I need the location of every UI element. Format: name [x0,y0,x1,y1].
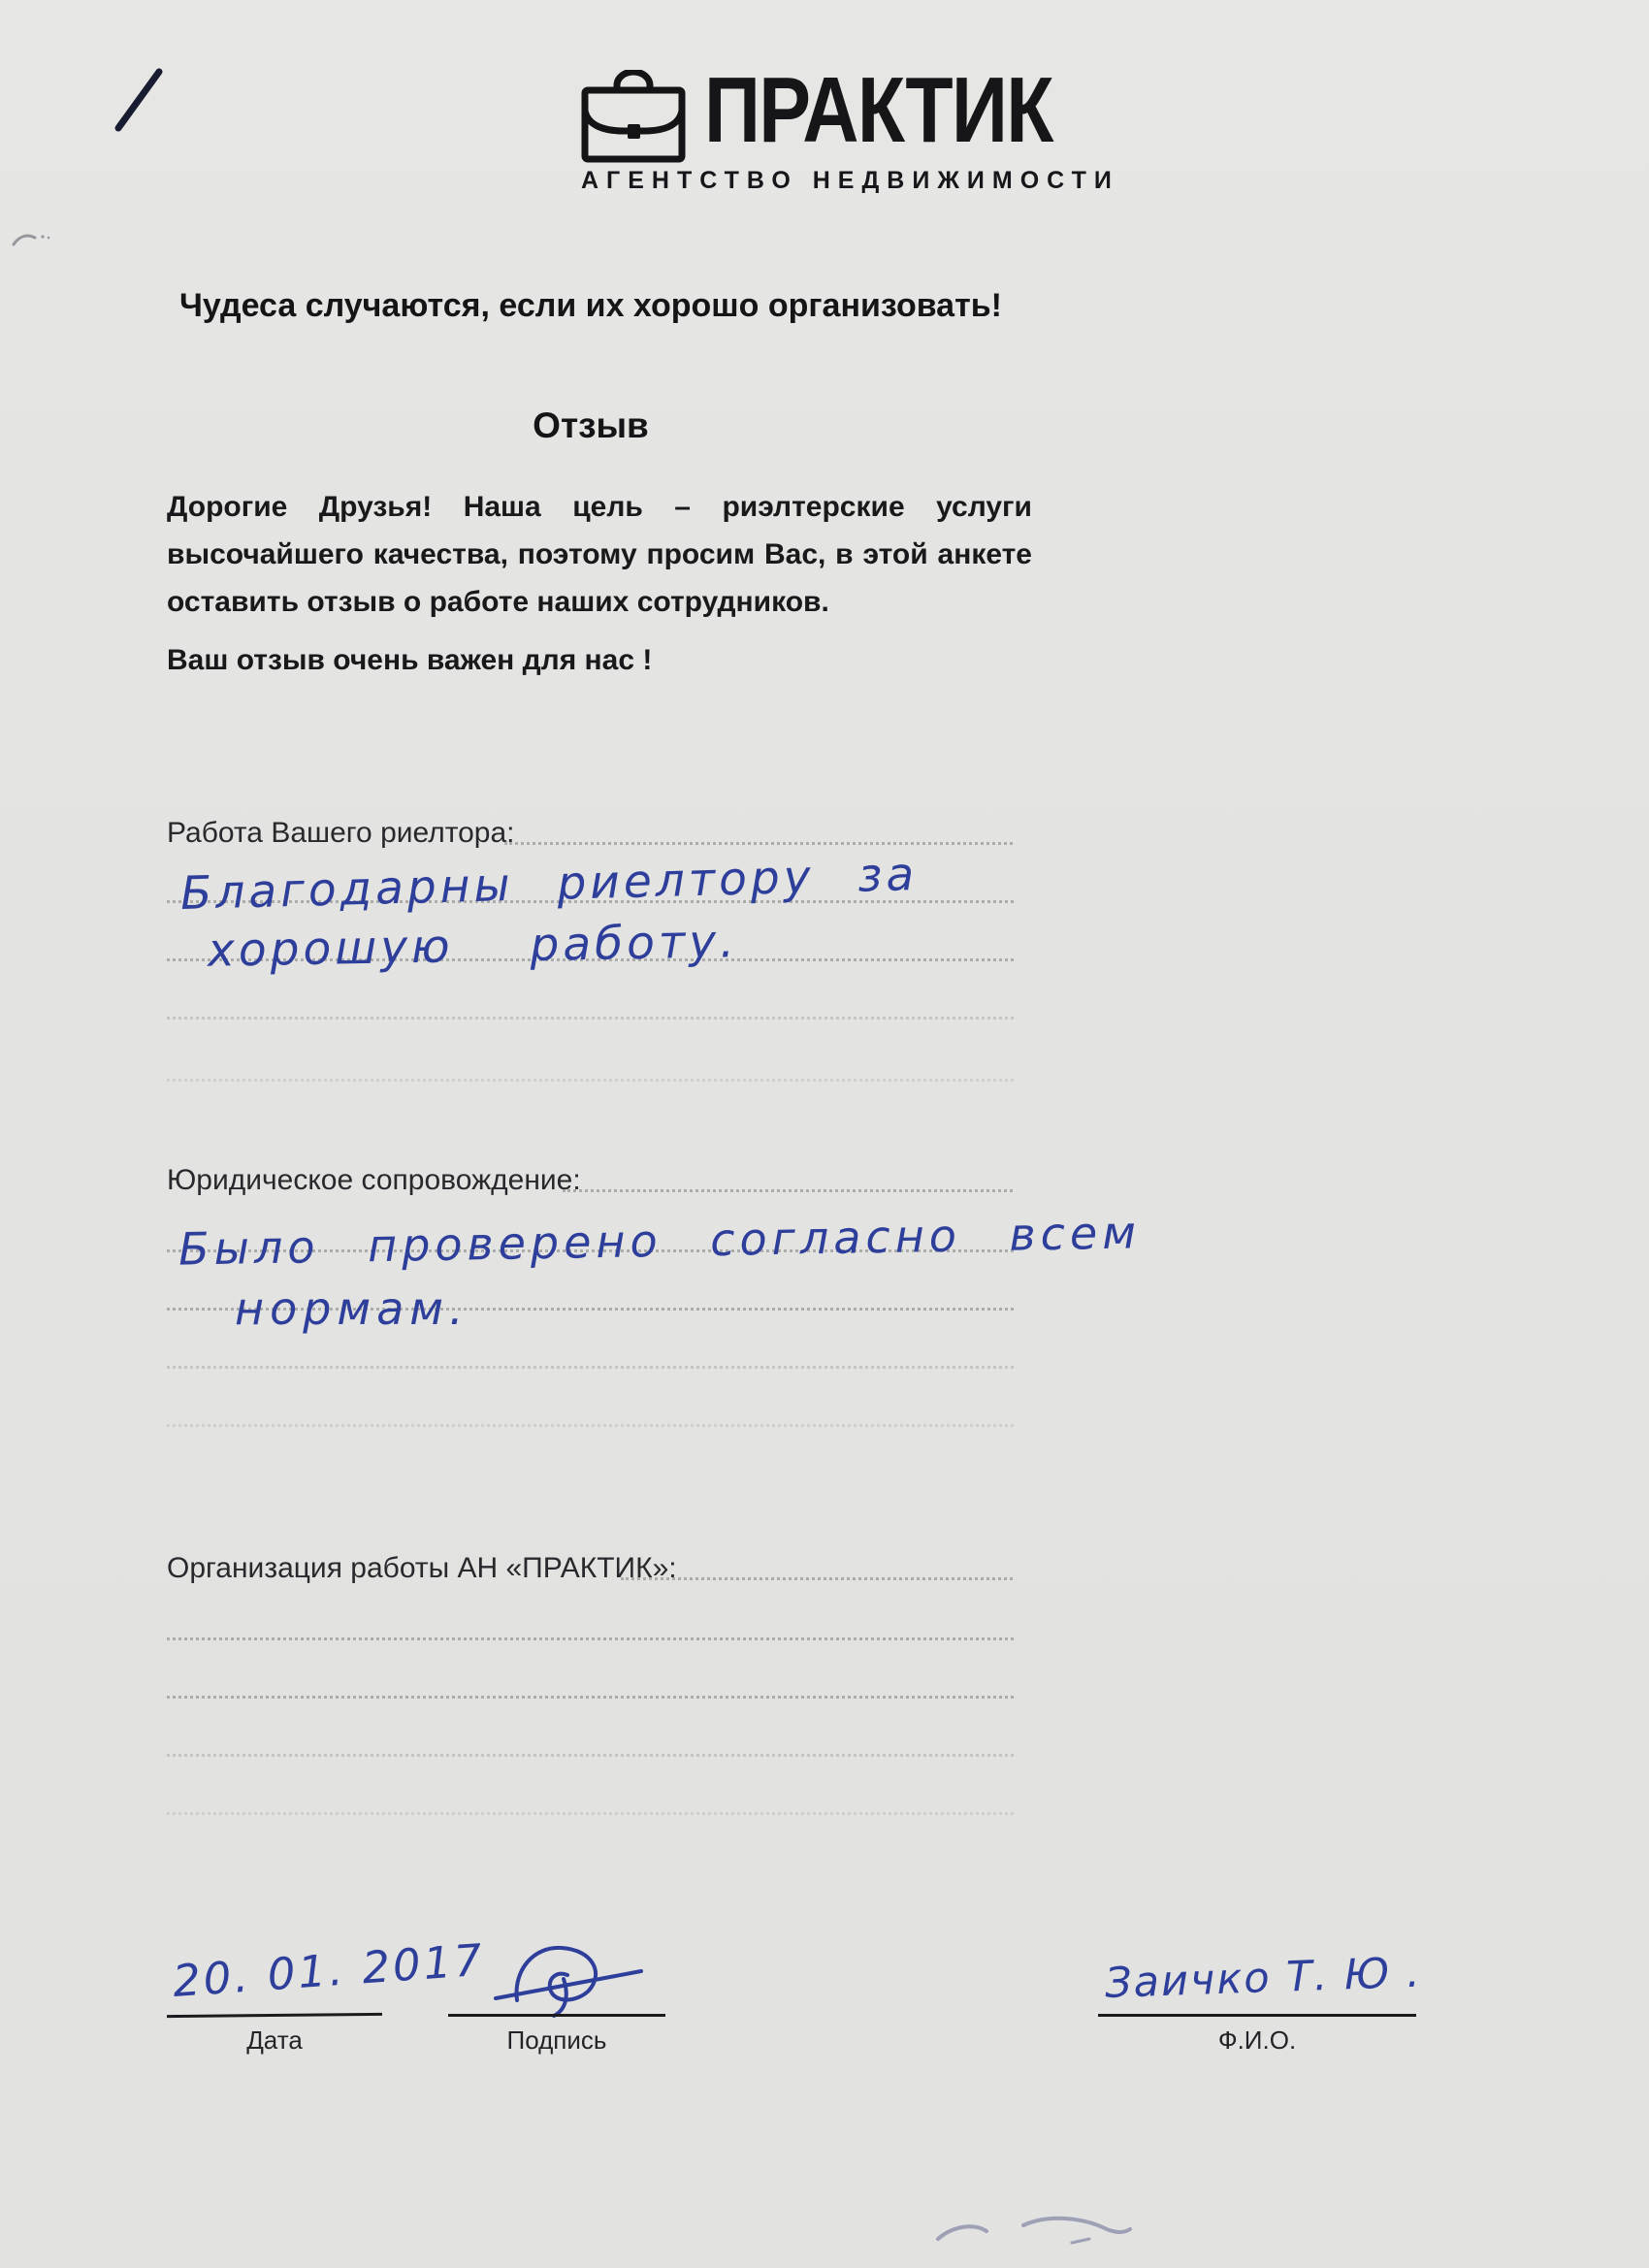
section-label-organization: Организация работы АН «ПРАКТИК»: [167,1552,677,1584]
slogan-headline: Чудеса случаются, если их хорошо организовать! [179,287,1002,324]
pen-smudge-left [10,229,52,254]
dotted-line [167,1812,1014,1815]
handwritten-answer-realtor-line1: Благодарны риелтору за [179,848,919,921]
name-underline [1098,2014,1416,2017]
pen-slash-mark [109,64,169,138]
handwritten-answer-legal-line1: Было проверено согласно всем [178,1206,1142,1276]
dotted-line [167,1696,1014,1699]
ink-bleed-smudge [926,2210,1140,2252]
dotted-line [167,1637,1014,1640]
dotted-line [167,1424,1014,1427]
dotted-line [563,1189,1013,1192]
intro-note: Ваш отзыв очень важен для нас ! [167,644,653,676]
signature-label: Подпись [506,2025,607,2055]
dotted-line [167,1754,1014,1757]
dotted-line [167,1366,1014,1369]
date-label: Дата [246,2025,303,2055]
signature-underline [448,2014,665,2017]
handwritten-name: Заичко Т. Ю . [1104,1948,1423,2008]
handwritten-answer-legal-line2: нормам. [235,1282,469,1335]
dotted-line [167,1079,1014,1082]
handwritten-date: 20. 01. 2017 [171,1933,487,2007]
dotted-line [167,1017,1014,1020]
briefcase-icon [580,70,687,163]
name-label: Ф.И.О. [1217,2025,1297,2055]
logo-subtitle: АГЕНТСТВО НЕДВИЖИМОСТИ [581,167,1119,194]
logo-wordmark: ПРАКТИК [704,58,1052,162]
form-title: Отзыв [533,405,649,445]
handwritten-answer-realtor-line2: хорошую работу. [207,915,739,978]
dotted-line [504,842,1013,845]
date-underline [167,2013,382,2018]
intro-paragraph: Дорогие Друзья! Наша цель – риэлтерские услуги высочайшего качества, поэтому просим Вас, в этой анкете оставить отзыв о работе наших сотрудников. [167,491,1032,618]
section-label-legal: Юридическое сопровождение: [167,1164,581,1196]
handwritten-signature [490,1938,669,2020]
dotted-line [621,1577,1013,1580]
section-label-realtor: Работа Вашего риелтора: [167,817,515,849]
